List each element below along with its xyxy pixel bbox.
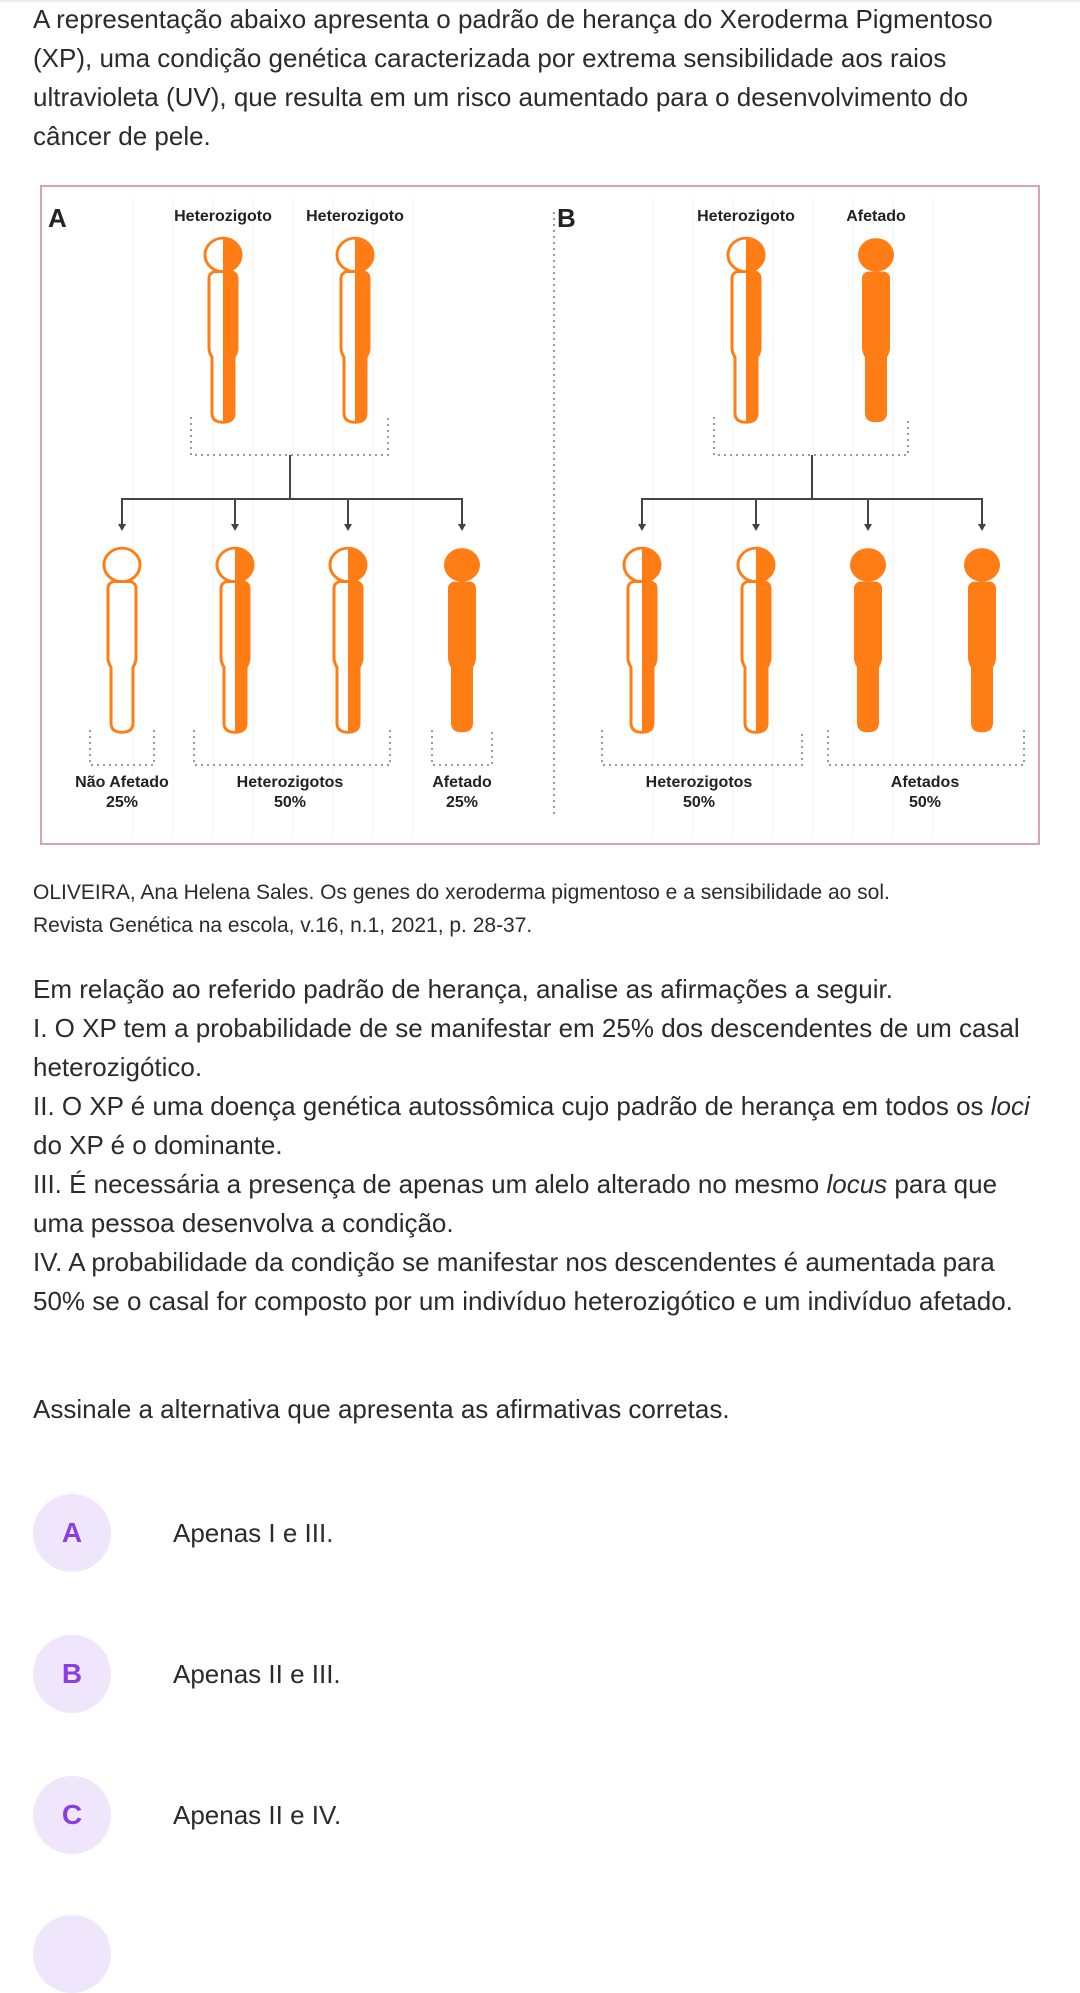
panel-b-child12-percent: 50% [682,794,716,811]
source-citation [33,876,1053,942]
inheritance-figure [40,185,1040,845]
option-b[interactable] [33,1634,1033,1714]
panel-b-child34-label: Afetados [890,774,960,791]
panel-b-letter: B [557,203,576,233]
option-d-partial[interactable] [33,1915,111,1993]
option-a[interactable] [33,1493,1033,1573]
child-a4-affected [444,548,480,732]
statement-3 [33,1165,1053,1243]
panel-a-parent-left-label: Heterozigoto [174,208,272,225]
question-body [33,970,1053,1321]
panel-b [557,203,1024,811]
parent-a-left-heterozygote [205,238,241,422]
option-c-text: Apenas II e IV. [173,1799,342,1830]
parent-a-right-heterozygote [337,238,373,422]
panel-a-child1-percent: 25% [105,794,139,811]
panel-a [48,203,492,811]
panel-a-child23-percent: 50% [273,794,307,811]
background-stripes [132,197,934,837]
panel-b-child34-percent: 50% [908,794,942,811]
statement-2-part-b: do XP é o dominante. [33,1130,283,1160]
source-line-2: Revista Genética na escola, v.16, n.1, 2021, p. 28-37. [33,914,533,937]
statement-4: IV. A probabilidade da condição se manifestar nos descendentes é aumentada para 50% se o casal for composto por um indivíduo heterozigótico e um indivíduo afetado. [33,1247,1013,1316]
statement-2 [33,1087,1053,1165]
panel-a-parent-right-label: Heterozigoto [306,208,404,225]
option-c[interactable] [33,1775,1033,1855]
statement-3-italic: locus [826,1169,888,1199]
child-b4-affected [964,548,1000,732]
intro-text: A representação abaixo apresenta o padrão de herança do Xeroderma Pigmentoso (XP), uma condição genética caracterizada por extrema sensibilidade aos raios ultravioleta (UV), que resulta em um risco aumentado para o desenvolvimento do câncer de pele. [33,4,993,151]
panel-a-letter: A [48,203,67,233]
panel-a-child4-label: Afetado [432,774,492,791]
question-intro: Em relação ao referido padrão de herança, analise as afirmações a seguir. [33,974,893,1004]
option-b-text: Apenas II e III. [173,1658,341,1689]
child-b2-heterozygote [738,548,774,732]
statement-3-part-a: III. É necessária a presença de apenas um alelo alterado no mesmo [33,1169,827,1199]
statement-2-part-a: II. O XP é uma doença genética autossômica cujo padrão de herança em todos os [33,1091,991,1121]
option-c-letter: C [33,1776,111,1854]
child-a3-heterozygote [330,548,366,732]
option-b-letter: B [33,1635,111,1713]
child-b3-affected [850,548,886,732]
option-a-text: Apenas I e III. [173,1517,334,1548]
panel-b-parent-left-label: Heterozigoto [697,208,795,225]
child-b1-heterozygote [624,548,660,732]
child-a2-heterozygote [217,548,253,732]
parent-b-right-affected [858,238,894,422]
inheritance-diagram [42,187,1042,847]
option-a-letter: A [33,1494,111,1572]
panel-b-parent-right-label: Afetado [846,208,906,225]
statement-3-part-b: para que uma pessoa desenvolva a condição. [33,1169,998,1238]
child-a1-unaffected [104,548,140,732]
panel-a-child4-percent: 25% [445,794,479,811]
statement-2-italic: loci [990,1091,1030,1121]
panel-a-child23-label: Heterozigotos [236,774,344,791]
statement-1: I. O XP tem a probabilidade de se manifestar em 25% dos descendentes de um casal heterozigótico. [33,1013,1020,1082]
source-line-1: OLIVEIRA, Ana Helena Sales. Os genes do xeroderma pigmentoso e a sensibilidade ao sol. [33,881,890,904]
panel-b-child12-label: Heterozigotos [645,774,753,791]
panel-a-child1-label: Não Afetado [75,774,169,791]
question-ask: Assinale a alternativa que apresenta as afirmativas corretas. [33,1394,730,1424]
